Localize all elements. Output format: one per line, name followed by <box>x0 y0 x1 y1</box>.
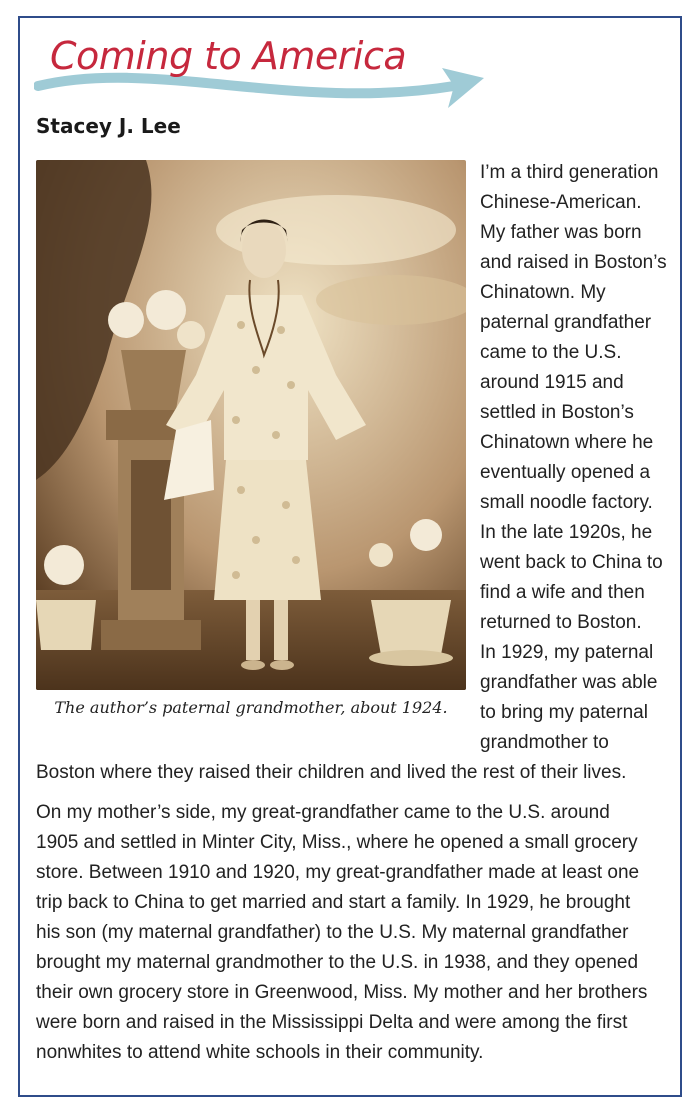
text-line: went back to China to <box>480 552 663 573</box>
text-line: his son (my maternal grandfather) to the U.S. My maternal grandfather <box>36 922 629 943</box>
text-line: On my mother’s side, my great-grandfather came to the U.S. around <box>36 802 610 823</box>
text-line: grandmother to <box>480 732 609 753</box>
text-line: eventually opened a <box>480 462 651 483</box>
text-line: around 1915 and <box>480 372 624 393</box>
text-line: Chinatown. My <box>480 282 606 303</box>
text-line: In 1929, my paternal <box>480 642 654 663</box>
article-title: Coming to America <box>50 34 407 78</box>
text-line: Chinese-American. <box>480 192 642 213</box>
text-line: settled in Boston’s <box>480 402 634 423</box>
text-line: nonwhites to attend white schools in their community. <box>36 1042 484 1063</box>
paragraph-1-column <box>480 158 680 758</box>
text-line: came to the U.S. <box>480 342 622 363</box>
text-line: In the late 1920s, he <box>480 522 653 543</box>
text-line: paternal grandfather <box>480 312 652 333</box>
paragraph-2 <box>36 798 676 1068</box>
text-line: their own grocery store in Greenwood, Miss. My mother and her brothers <box>36 982 648 1003</box>
text-line: I’m a third generation <box>480 162 659 183</box>
text-line: Chinatown where he <box>480 432 654 453</box>
text-line: trip back to China to get married and start a family. In 1929, he brought <box>36 892 631 913</box>
article-frame <box>18 16 682 1097</box>
text-line: find a wife and then <box>480 582 645 603</box>
text-line: My father was born <box>480 222 642 243</box>
text-line: returned to Boston. <box>480 612 642 633</box>
photo-caption: The author’s paternal grandmother, about 1924. <box>54 698 448 717</box>
text-line: and raised in Boston’s <box>480 252 667 273</box>
text-line: grandfather was able <box>480 672 658 693</box>
text-line: small noodle factory. <box>480 492 653 513</box>
title-banner <box>34 28 494 118</box>
paragraph-1-continued: Boston where they raised their children and lived the rest of their lives. <box>36 762 627 783</box>
grandmother-photo <box>36 160 466 690</box>
text-line: brought my maternal grandmother to the U.S. in 1938, and they opened <box>36 952 639 973</box>
author-name: Stacey J. Lee <box>36 114 181 138</box>
text-line: were born and raised in the Mississippi Delta and were among the first <box>36 1012 628 1033</box>
text-line: to bring my paternal <box>480 702 648 723</box>
text-line: 1905 and settled in Minter City, Miss., where he opened a small grocery <box>36 832 638 853</box>
text-line: store. Between 1910 and 1920, my great-grandfather made at least one <box>36 862 640 883</box>
